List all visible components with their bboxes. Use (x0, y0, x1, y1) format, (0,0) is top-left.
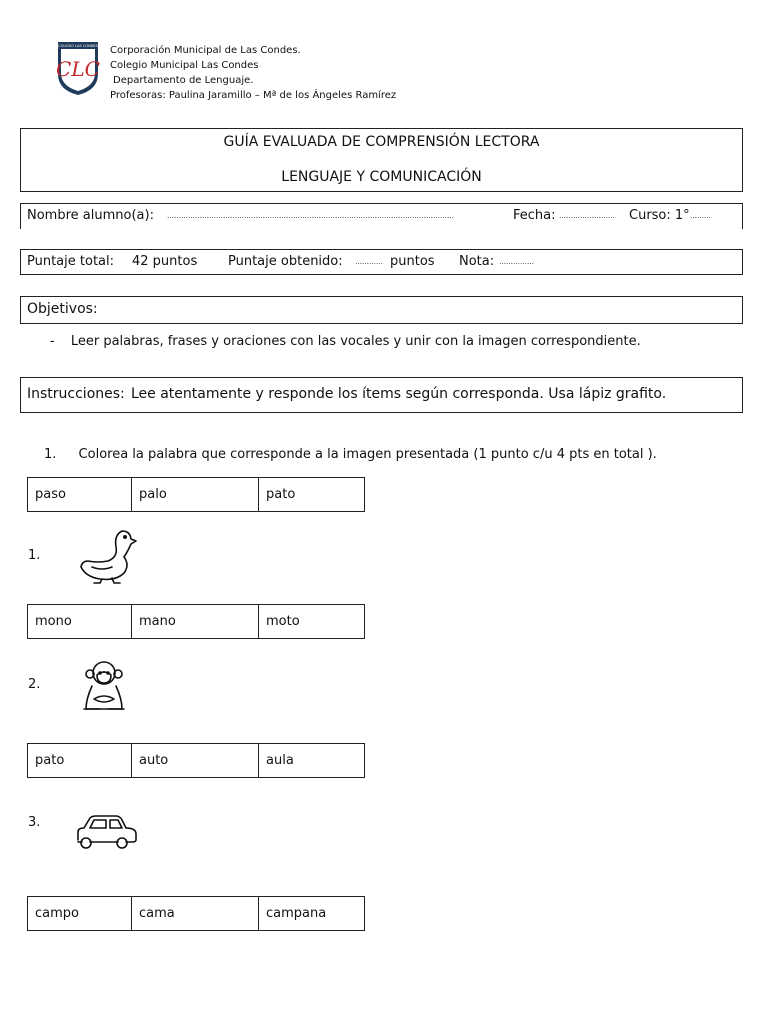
total-score-label: Puntaje total: (27, 254, 115, 269)
header-line-1: Corporación Municipal de Las Condes. (110, 45, 301, 56)
header-line-2: Colegio Municipal Las Condes (110, 60, 259, 71)
objectives-heading: Objetivos: (27, 301, 98, 317)
total-score-value: 42 puntos (132, 254, 198, 269)
institution-header (110, 43, 396, 103)
word-option[interactable]: moto (259, 605, 365, 639)
instructions-heading: Instrucciones: (27, 386, 125, 402)
picture-number-2: 2. (28, 677, 41, 692)
word-option[interactable]: mono (28, 605, 132, 639)
course-field[interactable]: ……… (690, 212, 711, 220)
word-option[interactable]: pato (28, 744, 132, 778)
grade-label: Nota: (459, 254, 495, 269)
word-option[interactable]: campana (259, 897, 365, 931)
word-table-1 (27, 477, 365, 512)
word-table-3 (27, 743, 365, 778)
date-label: Fecha: (513, 208, 556, 223)
obtained-score-label: Puntaje obtenido: (228, 254, 343, 269)
word-option[interactable]: cama (132, 897, 259, 931)
word-option[interactable]: pato (259, 478, 365, 512)
logo-text: COLEGIO LAS CONDES (58, 44, 98, 48)
item-1-text: Colorea la palabra que corresponde a la imagen presentada (1 punto c/u 4 pts en total ). (78, 447, 657, 462)
car-icon (74, 814, 140, 858)
grade-field[interactable]: …………… (499, 258, 534, 266)
picture-number-3: 3. (28, 815, 41, 830)
word-option[interactable]: palo (132, 478, 259, 512)
word-option[interactable]: auto (132, 744, 259, 778)
word-option[interactable]: campo (28, 897, 132, 931)
student-info-box (20, 203, 743, 229)
header-line-4: Profesoras: Paulina Jaramillo – Mª de los Ángeles Ramírez (110, 90, 397, 101)
title-box (20, 128, 743, 192)
word-option[interactable]: mano (132, 605, 259, 639)
name-label: Nombre alumno(a): (27, 208, 154, 223)
instructions-text: Lee atentamente y responde los ítems según corresponda. Usa lápiz grafito. (131, 386, 667, 402)
page-title: GUÍA EVALUADA DE COMPRENSIÓN LECTORA (223, 134, 540, 150)
header-line-3: Departamento de Lenguaje. (113, 75, 254, 86)
monkey-icon (80, 659, 128, 717)
objective-text: Leer palabras, frases y oraciones con las vocales y unir con la imagen correspondiente. (70, 334, 641, 349)
objectives-box (20, 296, 743, 324)
word-table-4 (27, 896, 365, 931)
page-subtitle: LENGUAJE Y COMUNICACIÓN (281, 169, 482, 185)
word-table-2 (27, 604, 365, 639)
duck-icon (78, 527, 138, 589)
logo-letters: CLC (56, 57, 100, 81)
word-option[interactable]: aula (259, 744, 365, 778)
school-logo (56, 40, 100, 96)
course-label: Curso: 1° (629, 208, 690, 223)
score-box (20, 249, 743, 275)
item-1-number: 1. (44, 447, 57, 462)
objective-bullet: - (50, 334, 55, 349)
date-field[interactable]: …………………… (559, 212, 615, 220)
obtained-score-field[interactable]: ………… (355, 258, 383, 266)
picture-number-1: 1. (28, 548, 41, 563)
obtained-score-unit: puntos (390, 254, 435, 269)
name-field[interactable]: …………………………………………………………………………………………………………… (167, 212, 454, 220)
instructions-box (20, 377, 743, 413)
word-option[interactable]: paso (28, 478, 132, 512)
objective-item (50, 334, 641, 349)
item-1-heading (44, 447, 657, 462)
